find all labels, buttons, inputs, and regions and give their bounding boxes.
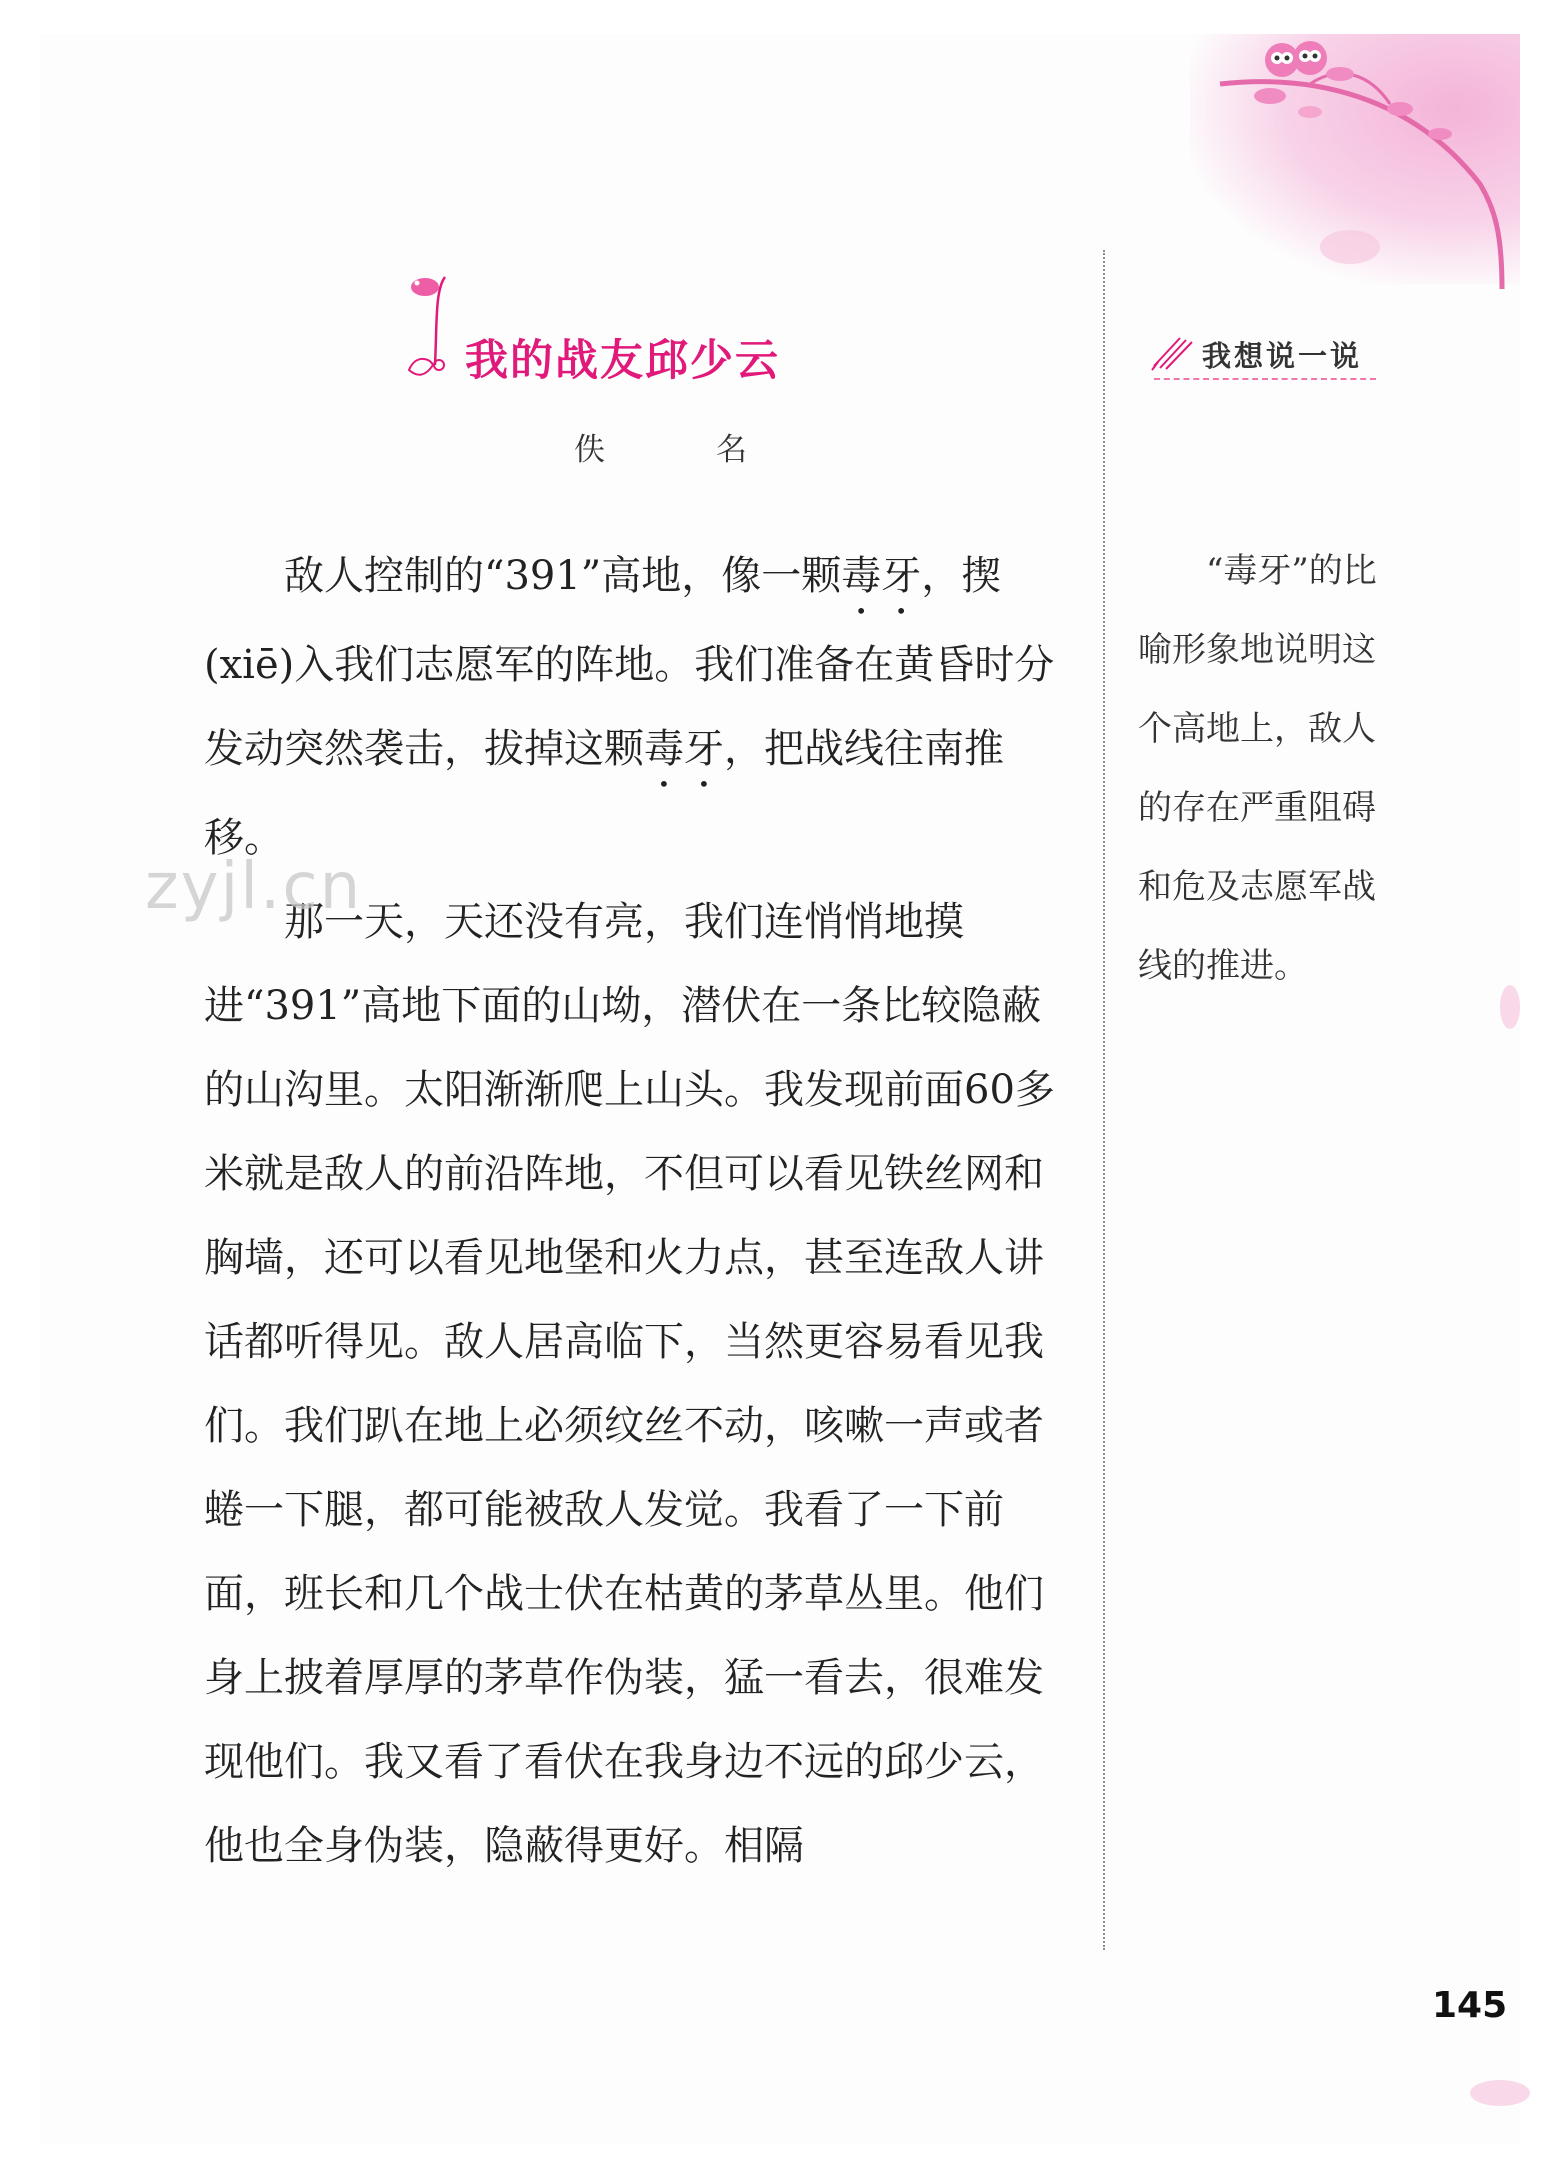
article-body xyxy=(204,534,1074,1888)
pink-blot xyxy=(1500,985,1520,1029)
author-name: 佚 名 xyxy=(574,432,787,468)
side-note-header xyxy=(1150,328,1380,378)
article-title: 我的战友邱少云 xyxy=(465,336,780,386)
pink-blot xyxy=(1320,230,1380,264)
side-note xyxy=(1138,532,1388,1006)
side-note-text: “毒牙”的比喻形象地说明这个高地上，敌人的存在严重阻碍和危及志愿军战线的推进。 xyxy=(1138,551,1377,986)
emphasis-text: 毒牙 xyxy=(644,726,724,772)
text-run: 敌人控制的“391”高地，像一颗 xyxy=(284,553,842,599)
paragraph-1 xyxy=(204,534,1074,880)
column-divider xyxy=(1103,250,1105,1950)
page-number: 145 xyxy=(1432,1985,1508,2026)
title-block xyxy=(395,265,955,385)
pink-blot xyxy=(1470,2080,1530,2106)
dashed-underline xyxy=(1154,378,1376,380)
text-run: ，揳(xiē)入我们志愿军的阵地。我们准备在黄昏时分发动突然袭击，拔掉这颗 xyxy=(204,553,1055,772)
text-run: ，把战线往南推移。 xyxy=(204,726,1004,861)
bird-flourish-icon xyxy=(395,265,475,385)
watermark: zyjl.cn xyxy=(145,850,363,924)
emphasis-text: 毒牙 xyxy=(841,553,922,599)
paragraph-2: 那一天，天还没有亮，我们连悄悄地摸进“391”高地下面的山坳，潜伏在一条比较隐蔽的山沟里。太阳渐渐爬上山头。我发现前面60多米就是敌人的前沿阵地，不但可以看见铁丝网和胸墙，还可以看见地堡和火力点，甚至连敌人讲话都听得见。敌人居高临下，当然更容易看见我们。我们趴在地上必须纹丝不动，咳嗽一声或者蜷一下腿，都可能被敌人发觉。我看了一下前面，班长和几个战士伏在枯黄的茅草丛里。他们身上披着厚厚的茅草作伪装，猛一看去，很难发现他们。我又看了看伏在我身边不远的邱少云，他也全身伪装，隐蔽得更好。相隔 xyxy=(204,899,1055,1869)
pen-icon xyxy=(1150,332,1196,372)
side-note-label: 我想说一说 xyxy=(1202,339,1363,373)
